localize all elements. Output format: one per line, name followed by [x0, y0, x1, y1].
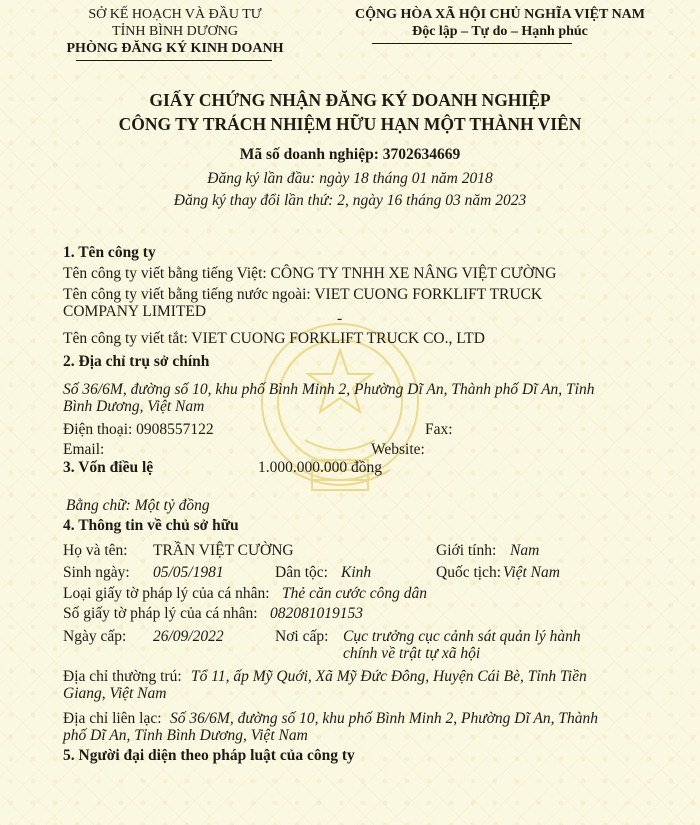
header-province: TỈNH BÌNH DƯƠNG: [112, 24, 238, 39]
phone: Điện thoại: 0908557122: [63, 421, 214, 438]
dob-label: Sinh ngày:: [63, 564, 130, 581]
separator-dash: -: [337, 310, 343, 327]
permanent-address-line1: Tổ 11, ấp Mỹ Quới, Xã Mỹ Đức Đông, Huyện Cái Bè, Tỉnh Tiền: [191, 668, 587, 685]
issue-date-value: 26/09/2022: [153, 628, 224, 645]
section-5-heading: 5. Người đại diện theo pháp luật của công ty: [63, 747, 355, 764]
company-name-vn: Tên công ty viết bằng tiếng Việt: CÔNG TY TNHH XE NÂNG VIỆT CƯỜNG: [63, 265, 557, 282]
company-name-foreign-line1: Tên công ty viết bằng tiếng nước ngoài: VIET CUONG FORKLIFT TRUCK: [63, 286, 543, 303]
header-ministry: SỞ KẾ HOẠCH VÀ ĐẦU TƯ: [88, 7, 262, 22]
issue-place-label: Nơi cấp:: [275, 628, 329, 645]
ethnicity-value: Kinh: [341, 564, 372, 581]
company-short-name: Tên công ty viết tắt: VIET CUONG FORKLIFT TRUCK CO., LTD: [63, 330, 485, 347]
header-office: PHÒNG ĐĂNG KÝ KINH DOANH: [66, 41, 284, 56]
website: Website:: [371, 441, 425, 458]
head-office-address-line1: Số 36/6M, đường số 10, khu phố Bình Minh 2, Phường Dĩ An, Thành phố Dĩ An, Tỉnh: [63, 381, 595, 398]
company-type-title: CÔNG TY TRÁCH NHIỆM HỮU HẠN MỘT THÀNH VIÊN: [118, 114, 582, 134]
first-registration: Đăng ký lần đầu: ngày 18 tháng 01 năm 2018: [207, 170, 493, 187]
permanent-address-line2: Giang, Việt Nam: [63, 685, 167, 702]
head-office-address-line2: Bình Dương, Việt Nam: [63, 398, 205, 415]
ethnicity-label: Dân tộc:: [275, 564, 328, 581]
header-office-underline: [76, 60, 272, 61]
owner-name-label: Họ và tên:: [63, 542, 128, 559]
tax-code: Mã số doanh nghiệp: 3702634669: [239, 146, 461, 163]
company-name-foreign-line2: COMPANY LIMITED: [63, 303, 207, 320]
dob-value: 05/05/1981: [153, 564, 224, 581]
contact-address-label: Địa chỉ liên lạc:: [63, 710, 162, 727]
change-registration: Đăng ký thay đổi lần thứ: 2, ngày 16 tháng 03 năm 2023: [173, 192, 527, 209]
certificate-title: GIẤY CHỨNG NHẬN ĐĂNG KÝ DOANH NGHIỆP: [149, 90, 551, 110]
nationality-label: Quốc tịch:: [436, 564, 501, 581]
section-3-heading: 3. Vốn điều lệ: [63, 459, 154, 476]
doc-number-value: 082081019153: [270, 605, 363, 622]
charter-capital-amount: 1.000.000.000 đồng: [258, 459, 382, 476]
owner-name-value: TRẦN VIỆT CƯỜNG: [153, 542, 294, 559]
issue-place-value-line2: chính về trật tự xã hội: [343, 645, 481, 662]
gender-value: Nam: [510, 542, 540, 559]
permanent-address-label: Địa chỉ thường trú:: [63, 668, 182, 685]
header-motto-underline: [372, 43, 572, 44]
doc-type-value: Thẻ căn cước công dân: [282, 585, 427, 602]
nationality-value: Việt Nam: [503, 564, 560, 581]
email: Email:: [63, 441, 105, 458]
contact-address-line1: Số 36/6M, đường số 10, khu phố Bình Minh 2, Phường Dĩ An, Thành: [170, 710, 598, 727]
header-motto: Độc lập – Tự do – Hạnh phúc: [412, 24, 588, 39]
charter-capital-in-words: Bằng chữ: Một tỷ đồng: [66, 497, 210, 514]
issue-place-value-line1: Cục trưởng cục cảnh sát quản lý hành: [343, 628, 581, 645]
doc-type-label: Loại giấy tờ pháp lý của cá nhân:: [63, 585, 270, 602]
contact-address-line2: phố Dĩ An, Tỉnh Bình Dương, Việt Nam: [63, 727, 308, 744]
section-1-heading: 1. Tên công ty: [63, 244, 156, 261]
section-4-heading: 4. Thông tin về chủ sở hữu: [63, 517, 239, 534]
doc-number-label: Số giấy tờ pháp lý của cá nhân:: [63, 605, 258, 622]
issue-date-label: Ngày cấp:: [63, 628, 127, 645]
header-country: CỘNG HÒA XÃ HỘI CHỦ NGHĨA VIỆT NAM: [354, 7, 645, 22]
fax: Fax:: [425, 421, 453, 438]
section-2-heading: 2. Địa chỉ trụ sở chính: [63, 353, 210, 370]
gender-label: Giới tính:: [436, 542, 497, 559]
